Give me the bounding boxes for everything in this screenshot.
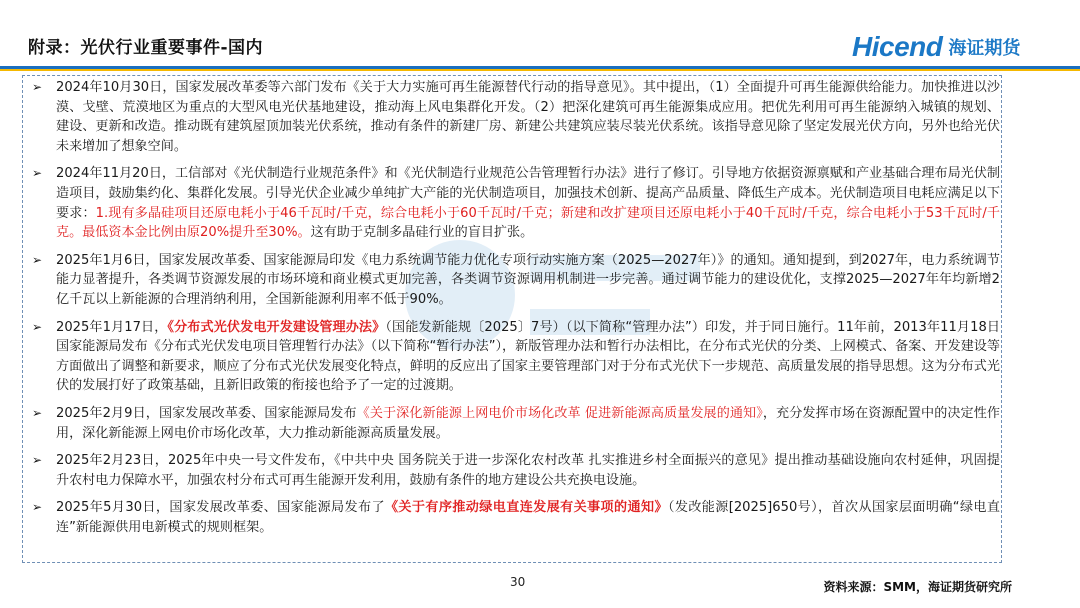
- event-text: 2025年2月9日，国家发展改革委、国家能源局发布: [56, 405, 357, 421]
- event-text: 2025年2月23日，2025年中央一号文件发布，《中共中央 国务院关于进一步深化农村改革 扎实推进乡村全面振兴的意见》提出推动基础设施向农村延伸，巩固提升农村电力保障水平，加强农村分布式可再生能源开发利用，鼓励有条件的地方建设公共充换电设施。: [56, 453, 1000, 488]
- event-list: [30, 78, 1000, 545]
- event-item: [30, 164, 1000, 242]
- event-item: [30, 498, 1000, 537]
- event-item: [30, 318, 1000, 396]
- event-text-highlight: 《关于有序推动绿电直连发展有关事项的通知》: [384, 500, 668, 516]
- logo-wordmark: Hicend: [852, 31, 943, 62]
- header-rule-yellow: [0, 69, 1080, 71]
- arrow-bullet-icon: ➢: [32, 80, 43, 94]
- arrow-bullet-icon: ➢: [32, 500, 43, 515]
- arrow-bullet-icon: ➢: [32, 405, 43, 420]
- arrow-bullet-icon: ➢: [32, 166, 43, 181]
- logo-chinese-name: 海证期货: [948, 38, 1021, 59]
- arrow-bullet-icon: ➢: [32, 252, 43, 267]
- event-item: [30, 78, 1000, 156]
- page-number: 30: [510, 575, 526, 589]
- event-text: 2025年5月30日，国家发展改革委、国家能源局发布了: [56, 500, 385, 516]
- company-logo: [852, 30, 1020, 64]
- event-text: ，充分发挥市场在资源配置中的决定性作用，深化新能源上网电价市场化改革，大力推动新能源高质量发展。: [56, 405, 1001, 441]
- event-text-highlight: 《分布式光伏发电开发建设管理办法》: [167, 319, 386, 335]
- event-item: [30, 404, 1000, 443]
- arrow-bullet-icon: ➢: [32, 453, 43, 468]
- event-item: [30, 251, 1000, 310]
- slide-header: [0, 0, 1080, 66]
- event-text-highlight: 《关于深化新能源上网电价市场化改革 促进新能源高质量发展的通知》: [356, 405, 763, 421]
- arrow-bullet-icon: ➢: [32, 319, 43, 334]
- event-text: 2025年1月6日，国家发展改革委、国家能源局印发《电力系统调节能力优化专项行动实施方案（2025—2027年）》的通知。通知提到，到2027年，电力系统调节能力显著提升，各类调节资源发展的市场环境和商业模式更加完善，各类调节资源调用机制进一步完善。通过调节能力的建设优化，支撑2025—2027年年均新增2亿千瓦以上新能源的合理消纳利用，全国新能源利用率不低于90%。: [56, 252, 1000, 307]
- event-text: 2025年1月17日，: [56, 319, 168, 335]
- page-title: 附录：光伏行业重要事件-国内: [28, 38, 264, 58]
- event-text: （国能发新能规〔2025〕7号）（以下简称“管理办法”）印发，并于同日施行。11年前，2013年11月18日国家能源局发布《分布式光伏发电项目管理暂行办法》（以下简称“暂行办法”），新版管理办法和暂行办法相比，在分布式光伏的分类、上网模式、备案、开发建设等方面做出了调整和新要求，顺应了分布式光伏发展变化特点，鲜明的反应出了国家主要管理部门对于分布式光伏下一步规范、高质量发展的指导思想。这为分布式光伏的发展打好了政策基础，且新旧政策的衔接也给予了一定的过渡期。: [56, 319, 1000, 394]
- event-text: 2024年11月20日，工信部对《光伏制造行业规范条件》和《光伏制造行业规范公告管理暂行办法》进行了修订。引导地方依据资源禀赋和产业基础合理布局光伏制造项目，鼓励集约化、集群化发展。引导光伏企业减少单纯扩大产能的光伏制造项目，加强技术创新、提高产品质量、降低生产成本。光伏制造项目电耗应满足以下要求：: [56, 166, 1000, 221]
- event-item: [30, 451, 1000, 490]
- event-text: 2024年10月30日，国家发展改革委等六部门发布《关于大力实施可再生能源替代行动的指导意见》。其中提出，（1）全面提升可再生能源供给能力。加快推进以沙漠、戈壁、荒漠地区为重点的大型风电光伏基地建设，推动海上风电集群化开发。（2）把深化建筑可再生能源集成应用。把优先利用可再生能源纳入城镇的规划、建设、更新和改造。推动既有建筑屋顶加装光伏系统，推动有条件的新建厂房、新建公共建筑应装尽装光伏系统。该指导意见除了坚定发展光伏方向，另外也给光伏未来增加了想象空间。: [56, 80, 1000, 154]
- event-text-highlight: 1.现有多晶硅项目还原电耗小于46千瓦时/千克，综合电耗小于60千瓦时/千克；新建和改扩建项目还原电耗小于40千瓦时/千克，综合电耗小于53千瓦时/千克。最低资本金比例由原20%提升至30%。: [56, 205, 1001, 241]
- event-text: 这有助于克制多晶硅行业的盲目扩张。: [310, 225, 534, 241]
- source-note: 资料来源：SMM，海证期货研究所: [823, 580, 1012, 594]
- event-text: （发改能源[2025]650号），首次从国家层面明确“绿电直连”新能源供用电新模式的规则框架。: [56, 500, 1001, 535]
